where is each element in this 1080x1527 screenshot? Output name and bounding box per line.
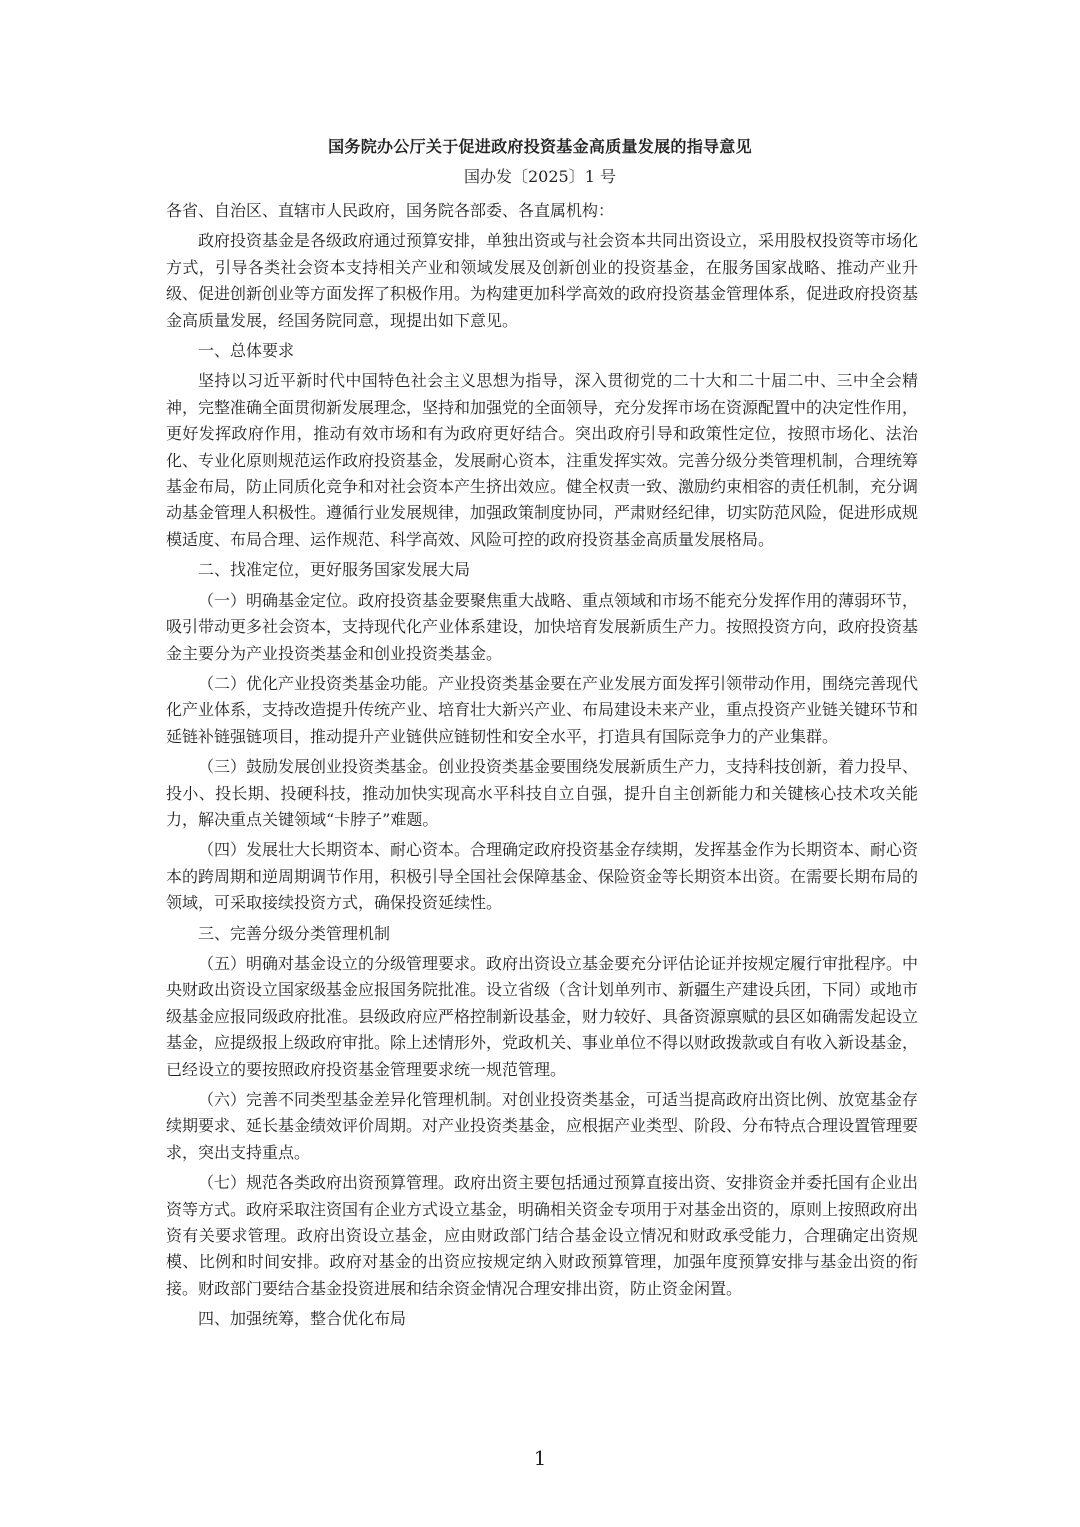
- paragraph-item-7: （七）规范各类政府出资预算管理。政府出资主要包括通过预算直接出资、安排资金并委托国有企业出资等方式。政府采取注资国有企业方式设立基金，明确相关资金专项用于对基金出资的，原则上按照政府出资有关要求管理。政府出资设立基金，应由财政部门结合基金设立情况和财政承受能力，合理确定出资规模、比例和时间安排。政府对基金的出资应按规定纳入财政预算管理，加强年度预算安排与基金出资的衔接。财政部门要结合基金投资进展和结余资金情况合理安排出资，防止资金闲置。: [166, 1173, 919, 1298]
- paragraph-item-6: （六）完善不同类型基金差异化管理机制。对创业投资类基金，可适当提高政府出资比例、放宽基金存续期要求、延长基金绩效评价周期。对产业投资类基金，应根据产业类型、阶段、分布特点合理设置管理要求，突出支持重点。: [166, 1090, 919, 1162]
- paragraph-item-5: （五）明确对基金设立的分级管理要求。政府出资设立基金要充分评估论证并按规定履行审批程序。中央财政出资设立国家级基金应报国务院批准。设立省级（含计划单列市、新疆生产建设兵团，下同）或地市级基金应报同级政府批准。县级政府应严格控制新设基金，财力较好、具备资源禀赋的县区如确需发起设立基金，应提级报上级政府审批。除上述情形外，党政机关、事业单位不得以财政拨款或自有收入新设基金，已经设立的要按照政府投资基金管理要求统一规范管理。: [166, 953, 919, 1079]
- paragraph-item-2: （二）优化产业投资类基金功能。产业投资类基金要在产业发展方面发挥引领带动作用，围绕完善现代化产业体系，支持改造提升传统产业、培育壮大新兴产业、布局建设未来产业，重点投资产业链关键环节和延链补链强链项目，推动提升产业链供应链韧性和安全水平，打造具有国际竞争力的产业集群。: [166, 673, 919, 746]
- section-heading-2: 二、找准定位，更好服务国家发展大局: [198, 560, 471, 580]
- section-heading-3: 三、完善分级分类管理机制: [198, 923, 391, 943]
- page-number: 1: [533, 1446, 547, 1470]
- paragraph-item-3: （三）鼓励发展创业投资类基金。创业投资类基金要围绕发展新质生产力，支持科技创新，着力投早、投小、投长期、投硬科技，推动加快实现高水平科技自立自强，提升自主创新能力和关键核心技术攻关能力，解决重点关键领域“卡脖子”难题。: [166, 757, 919, 829]
- document-body: [166, 198, 918, 1333]
- document-title: 国务院办公厅关于促进政府投资基金高质量发展的指导意见: [328, 137, 752, 156]
- salutation: 各省、自治区、直辖市人民政府，国务院各部委、各直属机构：: [166, 201, 615, 220]
- paragraph-general-requirements: 坚持以习近平新时代中国特色社会主义思想为指导，深入贯彻党的二十大和二十届二中、三中全会精神，完整准确全面贯彻新发展理念，坚持和加强党的全面领导，充分发挥市场在资源配置中的决定性作用，更好发挥政府作用，推动有效市场和有为政府更好结合。突出政府引导和政策性定位，按照市场化、法治化、专业化原则规范运作政府投资基金，发展耐心资本，注重发挥实效。完善分级分类管理机制，合理统筹基金布局，防止同质化竞争和对社会资本产生挤出效应。健全权责一致、激励约束相容的责任机制，充分调动基金管理人积极性。遵循行业发展规律，加强政策制度协同，严肃财经纪律，切实防范风险，促进形成规模适度、布局合理、运作规范、科学高效、风险可控的政府投资基金高质量发展格局。: [166, 371, 919, 549]
- document-number: 国办发〔2025〕1 号: [464, 167, 616, 186]
- paragraph-intro: 政府投资基金是各级政府通过预算安排，单独出资或与社会资本共同出资设立，采用股权投资等市场化方式，引导各类社会资本支持相关产业和领域发展及创新创业的投资基金，在服务国家战略、推动产业升级、促进创新创业等方面发挥了积极作用。为构建更加科学高效的政府投资基金管理体系，促进政府投资基金高质量发展，经国务院同意，现提出如下意见。: [166, 231, 919, 330]
- paragraph-item-4: （四）发展壮大长期资本、耐心资本。合理确定政府投资基金存续期，发挥基金作为长期资本、耐心资本的跨周期和逆周期调节作用，积极引导全国社会保障基金、保险资金等长期资本出资。在需要长期布局的领域，可采取接续投资方式，确保投资延续性。: [166, 840, 919, 913]
- section-heading-1: 一、总体要求: [198, 341, 295, 361]
- paragraph-item-1: （一）明确基金定位。政府投资基金要聚焦重大战略、重点领域和市场不能充分发挥作用的薄弱环节，吸引带动更多社会资本，支持现代化产业体系建设，加快培育发展新质生产力。按照投资方向，政府投资基金主要分为产业投资类基金和创业投资类基金。: [166, 590, 919, 663]
- section-heading-4: 四、加强统筹，整合优化布局: [198, 1309, 407, 1329]
